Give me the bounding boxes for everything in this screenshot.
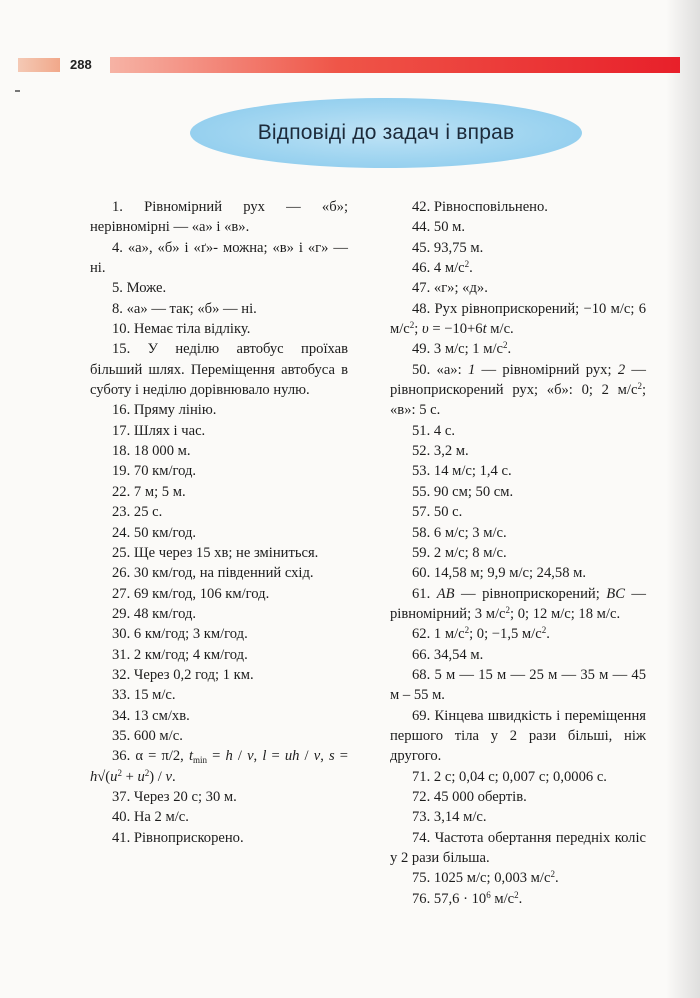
answer-item: 57. 50 с. bbox=[412, 504, 463, 521]
margin-tick bbox=[15, 90, 20, 92]
answer-item: 45. 93,75 м. bbox=[412, 239, 484, 256]
answer-item: 71. 2 с; 0,04 с; 0,007 с; 0,0006 с. bbox=[412, 768, 607, 785]
answer-item: 35. 600 м/с. bbox=[112, 727, 183, 744]
answer-item: 36. α = π/2, $t_{min} = h / v$, l = uh / v, $s = h√(u^2 + u^2) / v$. bbox=[90, 748, 348, 785]
answer-item: 15. У неділю автобус проїхав більший шлях. Переміщення автобуса в суботу і неділю дорівнювало нулю. bbox=[90, 341, 348, 399]
header-bar bbox=[18, 56, 680, 74]
answer-item: 58. 6 м/с; 3 м/с. bbox=[412, 524, 507, 541]
answer-item: 52. 3,2 м. bbox=[412, 443, 469, 460]
answer-item: 40. На 2 м/с. bbox=[112, 809, 189, 826]
answer-item: 17. Шлях і час. bbox=[112, 422, 206, 439]
answer-item: 46. 4 $м/с^2$. bbox=[412, 259, 473, 277]
header-bar-left-segment bbox=[18, 58, 60, 72]
answer-item: 74. Частота обертання передніх коліс у 2 рази більша. bbox=[390, 829, 646, 866]
answer-item: 73. 3,14 м/с. bbox=[412, 809, 487, 826]
answer-item: 47. «г»; «д». bbox=[412, 280, 488, 297]
answer-item: 41. Рівноприскорено. bbox=[112, 829, 244, 846]
answer-item: 51. 4 с. bbox=[412, 422, 455, 439]
answer-item: 26. 30 км/год, на південний схід. bbox=[112, 565, 314, 582]
answer-item: 75. 1025 м/с; 0,003 $м/с^2$. bbox=[412, 869, 559, 887]
answer-item: 32. Через 0,2 год; 1 км. bbox=[112, 666, 254, 683]
answer-item: 68. 5 м — 15 м — 25 м — 35 м — 45 м – 55 м. bbox=[390, 666, 646, 704]
answer-item: 29. 48 км/год. bbox=[112, 605, 197, 622]
answer-item: 37. Через 20 с; 30 м. bbox=[112, 788, 237, 805]
page-number: 288 bbox=[70, 57, 92, 72]
answer-item: 53. 14 м/с; 1,4 с. bbox=[412, 463, 512, 480]
answer-item: 31. 2 км/год; 4 км/год. bbox=[112, 646, 248, 663]
answer-item: 5. Може. bbox=[112, 280, 167, 297]
answer-item: 4. «а», «б» і «ґ»- можна; «в» і «г» — ні. bbox=[90, 239, 348, 277]
answers-left-column bbox=[90, 197, 348, 848]
answer-item: 1. Рівномірний рух — «б»; нерівномірні — «а» і «в». bbox=[90, 199, 348, 236]
answer-item: 23. 25 с. bbox=[112, 504, 163, 521]
answer-item: 22. 7 м; 5 м. bbox=[112, 483, 186, 500]
answer-item: 44. 50 м. bbox=[412, 219, 466, 236]
answer-item: 60. 14,58 м; 9,9 м/с; 24,58 м. bbox=[412, 565, 587, 582]
answer-item: 55. 90 см; 50 см. bbox=[412, 483, 514, 500]
answer-item: 24. 50 км/год. bbox=[112, 524, 197, 541]
answer-item: 25. Ще через 15 хв; не зміниться. bbox=[112, 544, 319, 561]
answer-item: 16. Пряму лінію. bbox=[112, 402, 217, 419]
answer-item: 48. Рух рівноприскорений; −10 м/с; 6 $м/с^2$; υ = −10+6t м/с. bbox=[390, 300, 646, 338]
answer-item: 69. Кінцева швидкість і переміщення першого тіла у 2 рази більші, ніж другого. bbox=[390, 707, 646, 765]
page-edge-shadow bbox=[666, 0, 700, 998]
page-title: Відповіді до задач і вправ bbox=[257, 121, 515, 144]
answer-item: 34. 13 см/хв. bbox=[112, 707, 190, 724]
answer-item: 30. 6 км/год; 3 км/год. bbox=[112, 626, 248, 643]
answer-item: 49. 3 м/с; 1 $м/с^2$. bbox=[412, 340, 512, 358]
answer-item: 8. «а» — так; «б» — ні. bbox=[112, 300, 257, 317]
answer-item: 42. Рівносповільнено. bbox=[412, 199, 548, 215]
header-bar-right-segment bbox=[110, 57, 680, 73]
title-oval bbox=[190, 98, 582, 168]
answer-item: 61. AB — рівноприскорений; BC — рівномірний; 3 $м/с^2$; 0; 12 м/с; 18 м/с. bbox=[390, 585, 647, 622]
answer-item: 62. 1 $м/с^2$; 0; −1,5 $м/с^2$. bbox=[412, 625, 550, 643]
answer-item: 10. Немає тіла відліку. bbox=[112, 321, 251, 338]
answer-item: 27. 69 км/год, 106 км/год. bbox=[112, 585, 270, 602]
answer-item: 72. 45 000 обертів. bbox=[412, 788, 527, 805]
answer-item: 18. 18 000 м. bbox=[112, 443, 191, 460]
answer-item: 76. $57,6 \cdot 10^6$ $м/с^2$. bbox=[412, 889, 523, 907]
answer-item: 19. 70 км/год. bbox=[112, 463, 197, 480]
answers-right-column bbox=[390, 197, 646, 909]
answer-item: 50. «а»: 1 — рівномірний рух; 2 — рівноприскорений рух; «б»: 0; 2 $м/с^2$; «в»: 5 с. bbox=[390, 361, 646, 419]
answer-item: 59. 2 м/с; 8 м/с. bbox=[412, 544, 507, 561]
answer-item: 66. 34,54 м. bbox=[412, 646, 484, 663]
answer-item: 33. 15 м/с. bbox=[112, 687, 176, 704]
